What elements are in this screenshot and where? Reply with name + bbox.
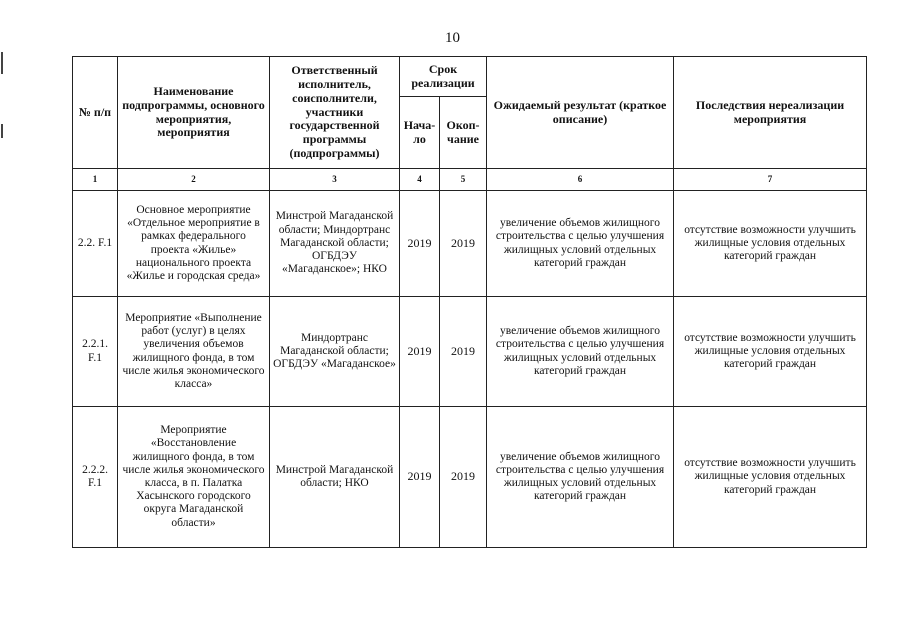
column-number: 6 <box>487 169 674 191</box>
column-number: 2 <box>118 169 270 191</box>
row-num: 2.2. F.1 <box>73 191 118 297</box>
row-num: 2.2.2. F.1 <box>73 407 118 548</box>
table-row <box>73 191 867 297</box>
row-end: 2019 <box>440 191 487 297</box>
column-number: 1 <box>73 169 118 191</box>
row-name: Мероприятие «Восстановление жилищного фонда, в том числе жилья экономического класса, в п. Палатка Хасынского городского округа Магаданской области» <box>118 407 270 548</box>
scan-edge-mark <box>1 52 3 74</box>
row-result: увеличение объемов жилищного строительства с целью улучшения жилищных условий отдельных категорий граждан <box>487 407 674 548</box>
row-end: 2019 <box>440 297 487 407</box>
row-consequences: отсутствие возможности улучшить жилищные условия отдельных категорий граждан <box>674 191 867 297</box>
header-end: Окоп-чание <box>440 97 487 169</box>
scan-edge-mark <box>1 124 3 138</box>
header-name: Наименование подпрограммы, основного мероприятия, мероприятия <box>118 57 270 169</box>
row-end: 2019 <box>440 407 487 548</box>
column-number: 5 <box>440 169 487 191</box>
header-consequences: Последствия нереализации мероприятия <box>674 57 867 169</box>
table-row <box>73 297 867 407</box>
row-name: Мероприятие «Выполнение работ (услуг) в целях увеличения объемов жилищного фонда, в том числе жилья экономического класса» <box>118 297 270 407</box>
row-start: 2019 <box>400 297 440 407</box>
table-row <box>73 407 867 548</box>
row-start: 2019 <box>400 407 440 548</box>
row-num: 2.2.1. F.1 <box>73 297 118 407</box>
row-name: Основное мероприятие «Отдельное мероприятие в рамках федерального проекта «Жилье» национального проекта «Жилье и городская среда» <box>118 191 270 297</box>
row-responsible: Минстрой Магаданской области; НКО <box>270 407 400 548</box>
header-row <box>73 57 867 97</box>
header-result: Ожидаемый результат (краткое описание) <box>487 57 674 169</box>
column-number-row <box>73 169 867 191</box>
header-start: Нача-ло <box>400 97 440 169</box>
column-number: 3 <box>270 169 400 191</box>
row-consequences: отсутствие возможности улучшить жилищные условия отдельных категорий граждан <box>674 297 867 407</box>
row-consequences: отсутствие возможности улучшить жилищные условия отдельных категорий граждан <box>674 407 867 548</box>
header-num: № п/п <box>73 57 118 169</box>
row-responsible: Миндортранс Магаданской области; ОГБДЭУ «Магаданское» <box>270 297 400 407</box>
program-table <box>72 56 867 548</box>
column-number: 7 <box>674 169 867 191</box>
row-result: увеличение объемов жилищного строительства с целью улучшения жилищных условий отдельных категорий граждан <box>487 191 674 297</box>
column-number: 4 <box>400 169 440 191</box>
row-result: увеличение объемов жилищного строительства с целью улучшения жилищных условий отдельных категорий граждан <box>487 297 674 407</box>
header-term: Срок реализации <box>400 57 487 97</box>
row-responsible: Минстрой Магаданской области; Миндортранс Магаданской области; ОГБДЭУ «Магаданское»; НКО <box>270 191 400 297</box>
row-start: 2019 <box>400 191 440 297</box>
page-number: 10 <box>445 30 460 46</box>
header-responsible: Ответственный исполнитель, соисполнители, участники государственной программы (подпрограммы) <box>270 57 400 169</box>
